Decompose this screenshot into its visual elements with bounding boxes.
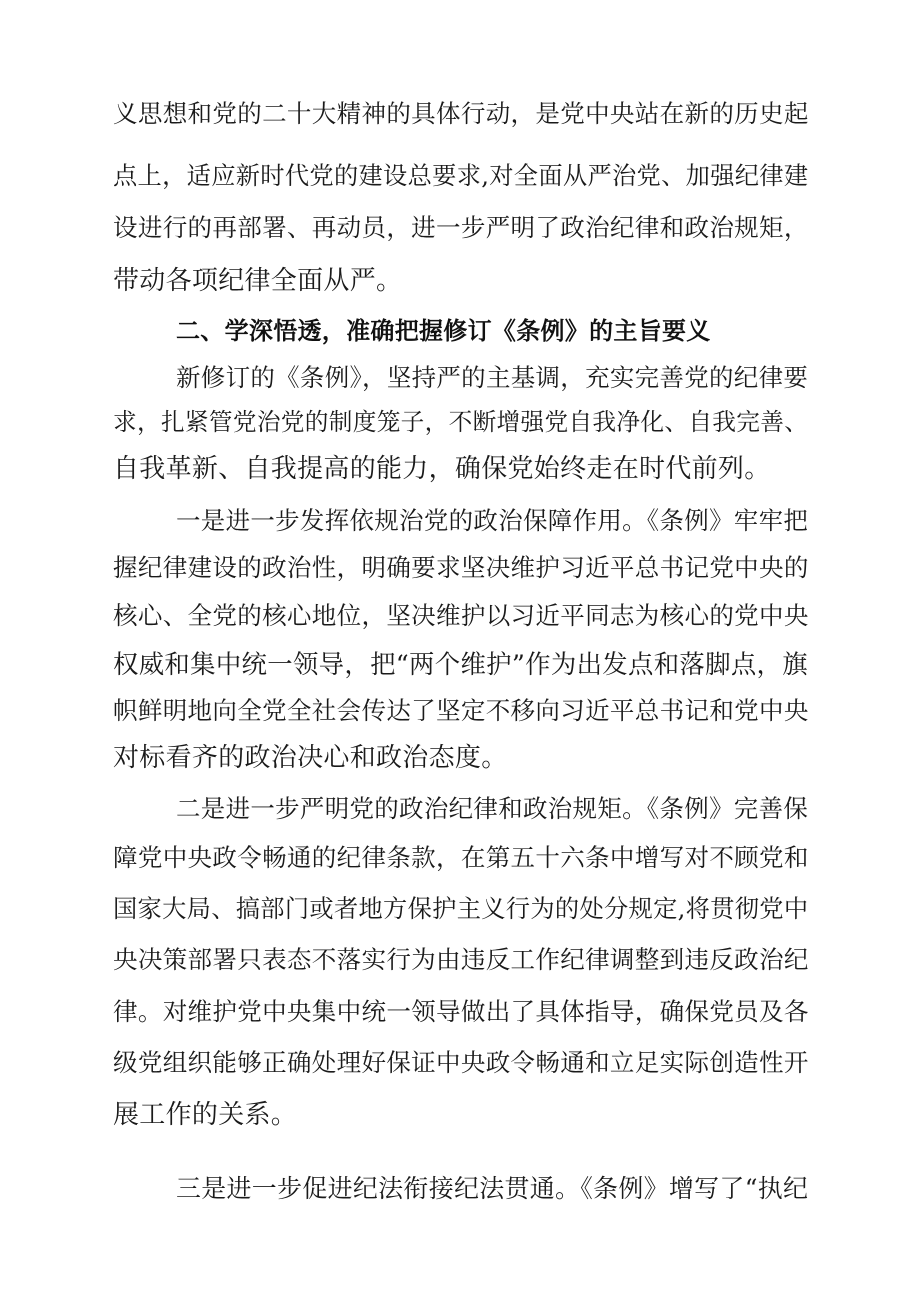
paragraph-line: 展工作的关系。 [113,1100,298,1130]
paragraph-line: 带动各项纪律全面从严。 [113,266,403,296]
paragraph-line: 求，扎紧管党治党的制度笼子，不断增强党自我净化、自我完善、 [113,408,809,436]
paragraph-line: 权威和集中统一领导，把“两个维护”作为出发点和落脚点，旗 [113,649,808,679]
paragraph-line: 障党中央政令畅通的纪律条款，在第五十六条中增写对不顾党和 [113,843,809,872]
paragraph-line: 国家大局、搞部门或者地方保护主义行为的处分规定,将贯彻党中 [113,894,809,923]
paragraph-line: 三是进一步促进纪法衔接纪法贯通。《条例》增写了“执纪 [176,1174,809,1203]
paragraph-line: 握纪律建设的政治性，明确要求坚决维护习近平总书记党中央的 [113,553,809,582]
paragraph-line: 律。对维护党中央集中统一领导做出了具体指导，确保党员及各 [113,997,809,1026]
paragraph-line: 新修订的《条例》，坚持严的主基调，充实完善党的纪律要 [176,363,809,392]
paragraph-line: 点上，适应新时代党的建设总要求,对全面从严治党、加强纪律建 [113,161,809,190]
paragraph-line: 义思想和党的二十大精神的具体行动，是党中央站在新的历史起 [113,99,809,128]
paragraph-line: 一是进一步发挥依规治党的政治保障作用。《条例》牢牢把 [176,506,809,535]
paragraph-line: 对标看齐的政治决心和政治态度。 [113,743,508,773]
paragraph-line: 帜鲜明地向全党全社会传达了坚定不移向习近平总书记和党中央 [113,696,809,725]
paragraph-line: 自我革新、自我提高的能力，确保党始终走在时代前列。 [113,454,771,484]
paragraph-line: 央决策部署只表态不落实行为由违反工作纪律调整到违反政治纪 [113,945,809,974]
paragraph-line: 级党组织能够正确处理好保证中央政令畅通和立足实际创造性开 [113,1048,809,1077]
paragraph-line: 核心、全党的核心地位，坚决维护以习近平同志为核心的党中央 [113,601,809,630]
paragraph-line: 二是进一步严明党的政治纪律和政治规矩。《条例》完善保 [176,794,809,823]
section-heading: 二、学深悟透，准确把握修订《条例》的主旨要义 [176,317,711,345]
paragraph-line: 设进行的再部署、再动员，进一步严明了政治纪律和政治规矩， [113,213,809,242]
